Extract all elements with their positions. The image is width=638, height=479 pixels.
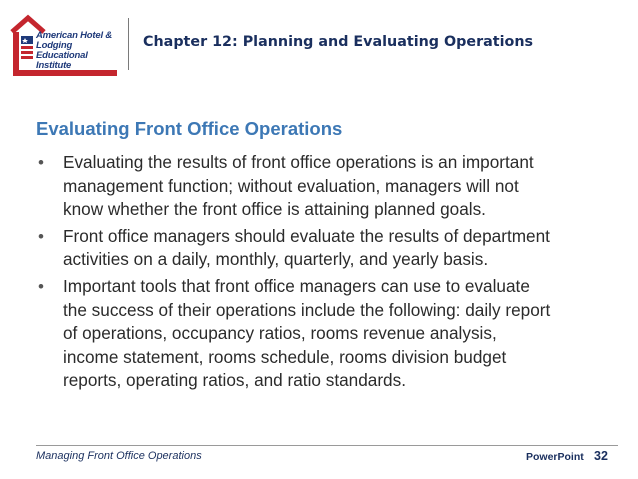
bullet-list (36, 151, 626, 396)
bullet-text: Front office managers should evaluate the results of department activities on a daily, monthly, quarterly, and yearly basis. (63, 225, 550, 270)
ahlei-logo (8, 14, 120, 84)
bullet-icon: • (38, 276, 44, 296)
bullet-icon: • (38, 226, 44, 246)
bullet-text: Important tools that front office managers can use to evaluate the success of their operations include the following: daily report of operations, occupancy ratios, rooms revenue analysis, income statement, rooms schedule, rooms division budget reports, operating ratios, and ratio standards. (63, 275, 551, 391)
bullet-item (36, 225, 626, 272)
footer-divider (36, 445, 618, 446)
slide-title: Evaluating Front Office Operations (36, 118, 343, 139)
footer-course-title: Managing Front Office Operations (36, 450, 202, 462)
chapter-title: Chapter 12: Planning and Evaluating Operations (143, 34, 534, 50)
bullet-item (36, 151, 626, 222)
header-divider (128, 18, 129, 70)
footer-powerpoint-label: PowerPoint (526, 451, 584, 463)
logo-text: American Hotel & Lodging Educational Institute (36, 30, 112, 71)
bullet-text: Evaluating the results of front office operations is an important management function; without evaluation, managers will not know whether the front office is attaining planned goals. (63, 152, 534, 220)
bullet-icon: • (38, 153, 44, 172)
bullet-item (36, 275, 626, 393)
page-number: 32 (594, 449, 608, 463)
